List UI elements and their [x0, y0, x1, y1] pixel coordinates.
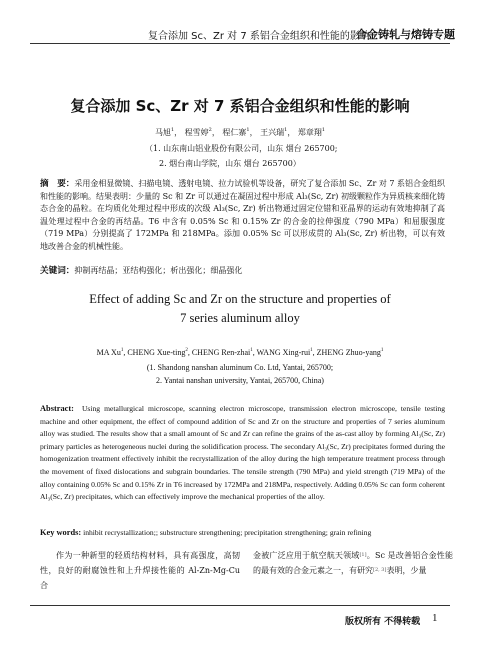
author-en: MA Xu	[96, 348, 121, 357]
author-mark: 2	[208, 127, 212, 133]
author-cn: 郑章翔	[297, 128, 322, 137]
author-mark: 1	[310, 348, 313, 353]
body-column-right	[253, 548, 453, 578]
affiliation-en-2: 2. Yantai nanshan university, Yantai, 265700, China)	[156, 376, 324, 385]
authors-cn: 马旭$^1$， 程雪婷$^2$， 程仁寨$^1$， 王兴瑞$^1$， 郑章翔$^1$	[154, 127, 326, 137]
author-mark: 1	[284, 127, 288, 133]
header-article-title: 复合添加 Sc、Zr 对 7 系铝合金组织和性能的影响	[148, 31, 370, 42]
authors-en: MA Xu$^1$, CHENG Xue-ting$^2$, CHENG Ren-zhai$^1$, WANG Xing-rui$^1$, ZHENG Zhuo-yang$^1$	[96, 348, 384, 357]
affiliations-en	[0, 361, 480, 387]
affiliation-en-1: (1. Shandong nanshan aluminum Co. Ltd, Yantai, 265700;	[146, 363, 334, 372]
article-title-en-line1: Effect of adding Sc and Zr on the structure and properties of	[89, 292, 391, 306]
article-title-en	[0, 290, 480, 328]
body-text: 。Sc 是改善铝合金性能的最有效的合金元素之一，有研究	[253, 551, 453, 575]
page-header	[0, 0, 480, 44]
author-cn: 王兴瑞	[260, 128, 285, 137]
abstract-cn-label: 摘 要：	[40, 179, 75, 189]
header-column-name: 合金铸轧与熔铸专题	[356, 28, 455, 41]
abstract-en-text: Using metallurgical microscope, scanning electron microscope, transmission electron microscope, tensile testing machine and other equipment, the effect of compound addition of Sc and Zr on the structure and properties of 7 series aluminum alloy was studied. The results show that a small amount of Sc and Zr can refine the grains of the as-cast alloy by forming Al₃(Sc, Zr) primary particles as heterogeneous nuclei during the solidification process. The secondary Al₃(Sc, Zr) precipitates formed during the homogenization treatment effectively inhibit the recrystallization of the alloy during the high temperature treatment process through the movement of fixed dislocations and subgrain boundaries. The tensile strength (790 MPa) and yield strength (719 MPa) of the alloy containing 0.05% Sc and 0.15% Zr in T6 increased by 172MPa and 218MPa, respectively. Adding 0.05% Sc can form coherent Al₃(Sc, Zr) precipitates, which can effectively improve the mechanical properties of the alloy.	[40, 404, 445, 502]
abstract-en-label: Abstract:	[40, 404, 74, 413]
body-text: 表明，少量	[386, 566, 427, 575]
keywords-cn-label: 关键词：	[40, 266, 75, 276]
page-number: 1	[432, 612, 438, 624]
affiliation-cn-1: （1. 山东南山铝业股份有限公司，山东 烟台 265700;	[145, 144, 338, 153]
citation-ref[interactable]: [1]	[359, 552, 367, 558]
author-mark: 1	[246, 127, 250, 133]
article-title-cn: 复合添加 Sc、Zr 对 7 系铝合金组织和性能的影响	[70, 97, 410, 115]
author-mark: 1	[380, 348, 384, 353]
keywords-cn	[40, 264, 445, 276]
abstract-cn-text: 采用金相显微镜、扫描电镜、透射电镜、拉力试验机等设备，研究了复合添加 Sc、Zr 对 7 系铝合金组织和性能的影响。结果表明：少量的 Sc 和 Zr 可以通过在凝固过程中形成 Al₃(Sc, Zr) 初级颗粒作为异质核来细化铸态合金的晶粒。在均质化处理过程中形成的次级 Al₃(Sc, Zr) 析出物通过固定位错和亚晶界的运动有效地抑制了高温处理过程中合金的再结晶。T6 中含有 0.05% Sc 和 0.15% Zr 的合金的拉伸强度（790 MPa）和屈服强度（719 MPa）分别提高了 172MPa 和 218MPa。添加 0.05% Sc 可以形成贯的 Al₃(Sc, Zr) 析出物，可以有效地改善合金的机械性能。	[40, 179, 445, 251]
affiliation-cn-2: 2. 烟台南山学院，山东 烟台 265700）	[159, 159, 301, 168]
header-rule	[30, 43, 450, 44]
abstract-en	[40, 403, 445, 504]
author-cn: 程雪婷	[184, 128, 209, 137]
author-en: WANG Xing-rui	[256, 348, 311, 357]
abstract-cn	[40, 178, 445, 254]
affiliations-cn	[145, 141, 338, 171]
article-title-en-line2: 7 series aluminum alloy	[180, 311, 300, 325]
author-en: CHENG Xue-ting	[127, 348, 186, 357]
author-mark: 2	[185, 348, 188, 353]
body-column-left: 作为一种新型的轻质结构材料，具有高强度，高韧性，良好的耐腐蚀性和上升焊接性能的 Al-Zn-Mg-Cu 合	[40, 551, 240, 590]
author-mark: 1	[250, 348, 253, 353]
keywords-cn-text: 抑制再结晶；亚结构强化；析出强化；细晶强化	[74, 266, 243, 275]
author-en: CHENG Ren-zhai	[191, 348, 251, 357]
keywords-en-text: inhibit recrystallization;; substructure strengthening; precipitation strengthening; grain refining	[83, 528, 372, 537]
author-mark: 1	[170, 127, 175, 133]
author-cn: 马旭	[154, 128, 171, 137]
citation-ref[interactable]: [2, 3]	[373, 567, 387, 573]
keywords-en	[40, 528, 450, 537]
author-en: ZHENG Zhuo-yang	[316, 348, 381, 357]
author-mark: 1	[321, 127, 326, 133]
footer-copyright: 版权所有 不得转载	[345, 617, 421, 627]
footer-rule	[30, 605, 450, 606]
author-mark: 1	[120, 348, 124, 353]
keywords-en-label: Key words:	[40, 528, 82, 537]
author-cn: 程仁寨	[222, 128, 247, 137]
body-text: 金被广泛应用于航空航天领域	[253, 551, 360, 560]
